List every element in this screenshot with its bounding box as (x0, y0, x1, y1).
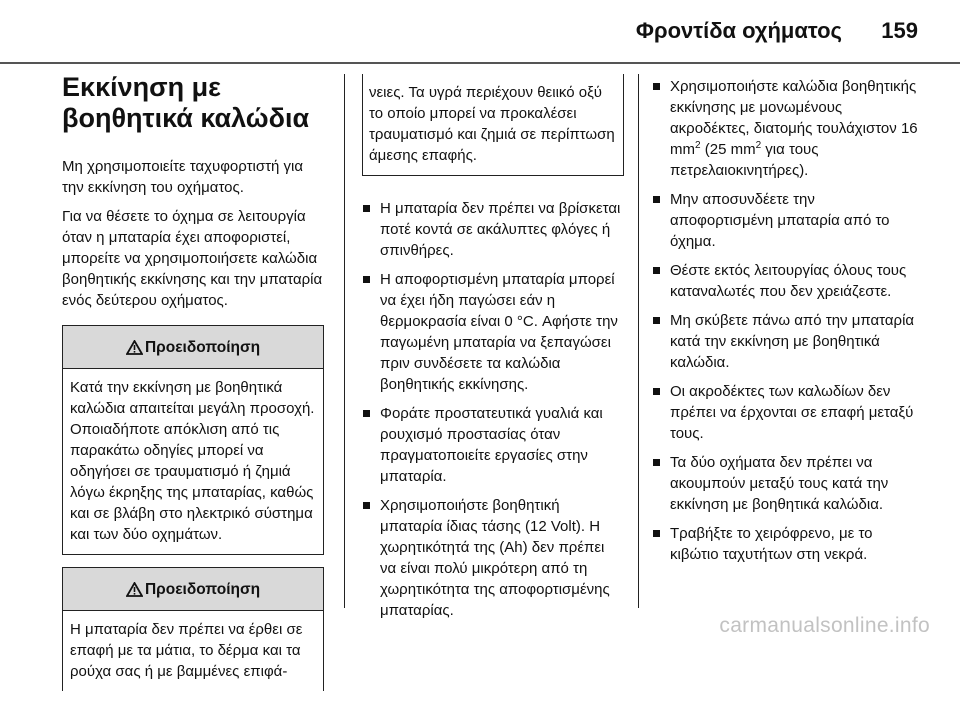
list-item (652, 310, 920, 373)
watermark: carmanualsonline.info (719, 614, 930, 637)
intro-paragraph-1: Μη χρησιμοποιείτε ταχυφορτιστή για την εκκίνηση του οχήματος. (62, 158, 304, 196)
bullet-square-icon (653, 196, 660, 203)
cable-spec-text: (25 mm (700, 141, 756, 158)
list-item-text: Η αποφορτισμένη μπαταρία μπορεί να έχει ήδη παγώσει εάν η θερμοκρασία είναι 0 °C. Αφήστε την παγωμένη μπαταρία να ξεπαγώσει πριν συνδέσετε τα καλώδια βοηθητικής εκκίνησης. (380, 271, 618, 393)
warning-box-2-continued: νειες. Τα υγρά περιέχουν θειικό οξύ το οποίο μπορεί να προκαλέσει τραυματισμό και ζημιά σε περίπτωση άμεσης επαφής. (362, 74, 624, 176)
column-1 (62, 72, 324, 703)
intro-paragraph-2: Για να θέσετε το όχημα σε λειτουργία όταν η μπαταρία έχει αποφοριστεί, μπορείτε να χρησιμοποιήσετε καλώδια βοηθητικής εκκίνησης και την μπαταρία ενός δεύτερου οχήματος. (62, 208, 323, 309)
page-header (0, 0, 960, 66)
list-item (362, 198, 624, 261)
list-item-text: Χρησιμοποιήστε βοηθητική μπαταρία ίδιας τάσης (12 Volt). Η χωρητικότητά της (Ah) δεν πρέπει να είναι πολύ μικρότερη από τη χωρητικότητα της αποφορτισμένης μπαταρίας. (380, 497, 610, 619)
bullet-square-icon (653, 317, 660, 324)
column-divider-2 (638, 74, 639, 608)
list-item-text: Οι ακροδέκτες των καλωδίων δεν πρέπει να έρχονται σε επαφή μεταξύ τους. (670, 383, 914, 442)
list-item-text (670, 78, 918, 179)
warning-header-2 (63, 568, 323, 611)
list-item-text: Τραβήξτε το χειρόφρενο, με το κιβώτιο ταχυτήτων στη νεκρά. (670, 525, 873, 563)
list-item-text: Η μπαταρία δεν πρέπει να βρίσκεται ποτέ κοντά σε ακάλυπτες φλόγες ή σπινθήρες. (380, 200, 621, 259)
bullet-square-icon (653, 267, 660, 274)
column-3 (652, 76, 920, 573)
warning-title-2: Προειδοποίηση (144, 580, 261, 598)
warning-box-1 (62, 325, 324, 555)
list-item (652, 452, 920, 515)
bullet-square-icon (363, 276, 370, 283)
warning-triangle-icon (126, 340, 143, 355)
column-2 (362, 74, 624, 629)
warning-text-1: Κατά την εκκίνηση με βοηθητικά καλώδια απαιτείται μεγάλη προσοχή. Οποιαδήποτε απόκλιση από τις παρακάτω οδηγίες μπορεί να οδηγήσει σε τραυματισμό ή ζημιά λόγω έκρηξης της μπαταρίας, καθώς και σε βλάβη στο ηλεκτρικό σύστημα και των δύο οχημάτων. (70, 379, 315, 543)
column-divider-1 (344, 74, 345, 608)
list-item (652, 381, 920, 444)
warning-title-1: Προειδοποίηση (144, 338, 261, 356)
safety-list-2 (652, 76, 920, 565)
section-title: Εκκίνηση με βοηθητικά καλώδια (62, 72, 310, 133)
list-item (362, 403, 624, 487)
list-item-text: Μην αποσυνδέετε την αποφορτισμένη μπαταρία από το όχημα. (670, 191, 890, 250)
superscript: 2 (695, 140, 701, 151)
warning-text-2: Η μπαταρία δεν πρέπει να έρθει σε επαφή με τα μάτια, το δέρμα και τα ρούχα σας ή με βαμμένες επιφά- (70, 621, 303, 680)
warning-box-2 (62, 567, 324, 691)
list-item-text: Φοράτε προστατευτικά γυαλιά και ρουχισμό προστασίας όταν πραγματοποιείτε εργασίες στην μπαταρία. (380, 405, 603, 485)
list-item (652, 76, 920, 181)
bullet-square-icon (653, 388, 660, 395)
list-item (652, 523, 920, 565)
list-item (362, 269, 624, 395)
list-item (652, 189, 920, 252)
safety-list-1 (362, 198, 624, 621)
bullet-square-icon (653, 459, 660, 466)
bullet-square-icon (363, 205, 370, 212)
list-item-text: Θέστε εκτός λειτουργίας όλους τους καταναλωτές που δεν χρειάζεστε. (670, 262, 907, 300)
list-item-text: Τα δύο οχήματα δεν πρέπει να ακουμπούν μεταξύ τους κατά την εκκίνηση με βοηθητικά καλώδια. (670, 454, 889, 513)
list-item-text: Μη σκύβετε πάνω από την μπαταρία κατά την εκκίνηση με βοηθητικά καλώδια. (670, 312, 915, 371)
bullet-square-icon (653, 530, 660, 537)
warning-triangle-icon (126, 582, 143, 597)
cable-spec-text: για τους πετρελαιοκινητήρες). (670, 141, 819, 179)
warning-header-1 (63, 326, 323, 369)
list-item (362, 495, 624, 621)
cable-spec-text: Χρησιμοποιήστε καλώδια βοηθητικής εκκίνησης με μονωμένους ακροδέκτες, διατομής τουλάχιστον 16 mm (670, 78, 918, 158)
bullet-square-icon (363, 502, 370, 509)
header-rule (0, 62, 960, 64)
list-item (652, 260, 920, 302)
superscript: 2 (755, 140, 762, 151)
header-title: Φροντίδα οχήματος (635, 18, 842, 43)
page-number: 159 (881, 18, 918, 43)
bullet-square-icon (653, 83, 660, 90)
bullet-square-icon (363, 410, 370, 417)
